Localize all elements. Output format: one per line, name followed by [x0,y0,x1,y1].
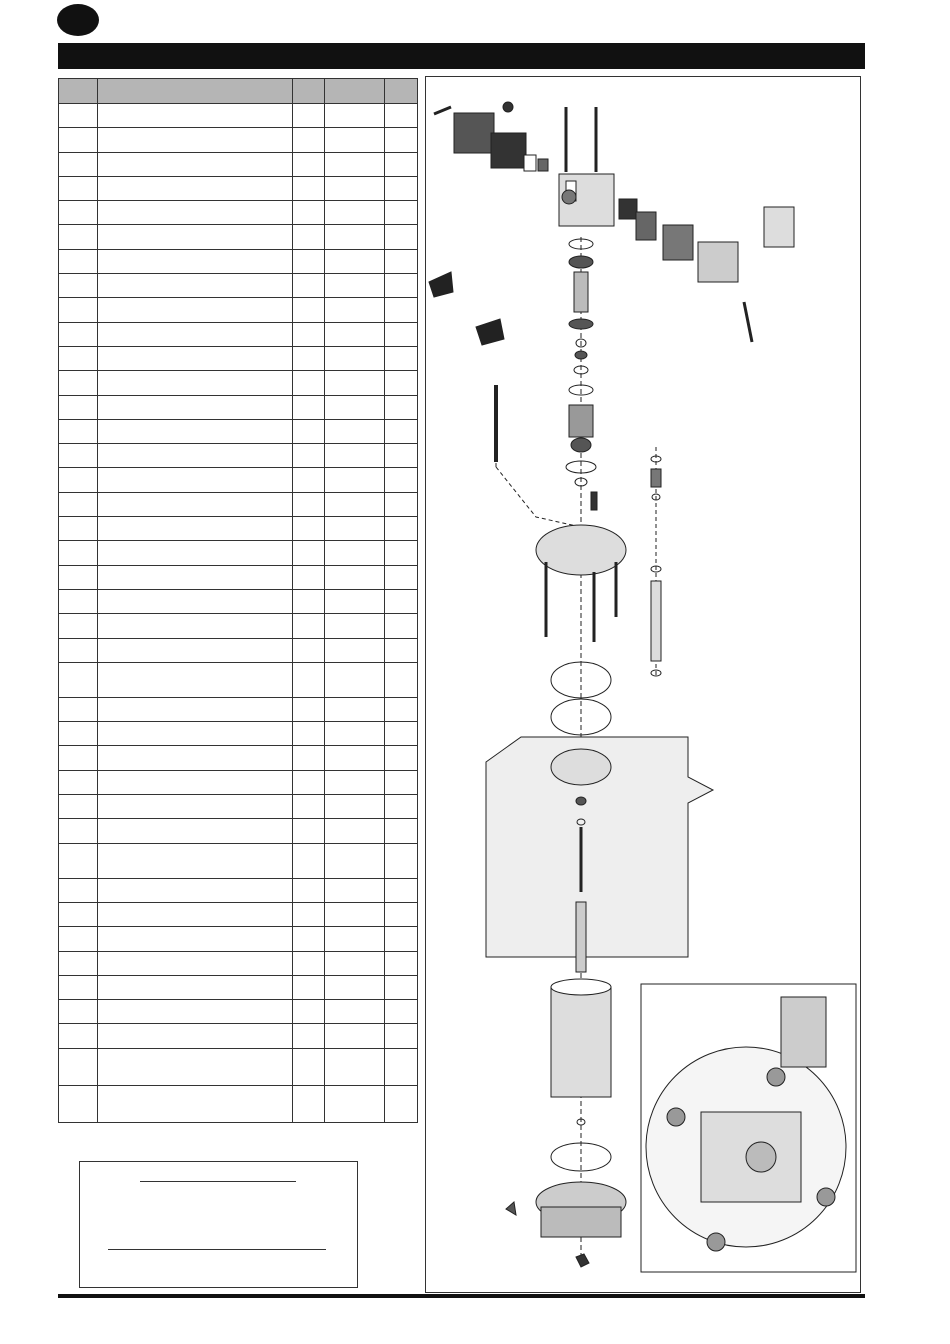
table-cell [293,128,325,152]
table-cell [98,1085,293,1122]
table-row [59,722,418,746]
table-cell [385,346,418,370]
table-cell [98,819,293,843]
table-cell [98,176,293,200]
table-row [59,697,418,721]
table-row [59,1085,418,1122]
table-row [59,176,418,200]
table-cell [325,902,385,926]
table-cell [325,843,385,878]
table-cell [59,468,98,492]
table-row [59,1048,418,1085]
table-cell [59,249,98,273]
table-cell [385,152,418,176]
table-cell [325,614,385,638]
table-cell [325,770,385,794]
table-cell [385,1085,418,1122]
table-cell [325,225,385,249]
table-cell [98,346,293,370]
table-cell [293,225,325,249]
table-cell [325,819,385,843]
table-cell [385,395,418,419]
table-cell [325,541,385,565]
title-bar [58,43,865,69]
table-cell [98,298,293,322]
table-cell [293,746,325,770]
table-row [59,322,418,346]
table-row [59,395,418,419]
table-cell [98,541,293,565]
table-row [59,492,418,516]
table-cell [59,322,98,346]
table-cell [293,1024,325,1048]
table-row [59,128,418,152]
table-cell [385,746,418,770]
table-cell [325,878,385,902]
table-cell [325,274,385,298]
table-cell [385,722,418,746]
table-cell [98,322,293,346]
table-cell [325,589,385,613]
table-cell [293,104,325,128]
table-cell [325,104,385,128]
table-cell [98,565,293,589]
table-cell [98,201,293,225]
table-cell [293,843,325,878]
table-row [59,468,418,492]
table-cell [98,152,293,176]
table-cell [293,795,325,819]
table-cell [59,371,98,395]
table-cell [98,722,293,746]
table-cell [98,614,293,638]
table-cell [98,274,293,298]
table-cell [293,697,325,721]
table-cell [293,1048,325,1085]
table-row [59,565,418,589]
table-cell [325,975,385,999]
table-cell [59,541,98,565]
table-cell [325,1085,385,1122]
table-cell [59,444,98,468]
table-cell [325,468,385,492]
table-cell [98,371,293,395]
table-cell [385,1000,418,1024]
table-cell [98,638,293,662]
table-row [59,371,418,395]
table-cell [98,878,293,902]
table-row [59,902,418,926]
table-cell [325,795,385,819]
table-cell [385,104,418,128]
table-cell [325,322,385,346]
table-cell [98,419,293,443]
footer-bar [58,1294,865,1298]
table-cell [293,274,325,298]
table-cell [59,746,98,770]
table-cell [325,927,385,951]
table-cell [98,843,293,878]
table-cell [98,128,293,152]
table-cell [98,468,293,492]
table-cell [385,128,418,152]
table-cell [98,492,293,516]
table-cell [293,517,325,541]
table-cell [293,176,325,200]
table-cell [293,371,325,395]
column-header [293,79,325,104]
table-cell [325,517,385,541]
table-cell [385,819,418,843]
column-header [98,79,293,104]
table-cell [385,419,418,443]
table-row [59,614,418,638]
table-row [59,662,418,697]
table-cell [325,346,385,370]
table-cell [325,152,385,176]
table-cell [293,902,325,926]
table-row [59,1000,418,1024]
table-cell [325,1000,385,1024]
table-cell [293,565,325,589]
table-cell [293,468,325,492]
table-cell [59,795,98,819]
table-cell [385,298,418,322]
table-cell [98,589,293,613]
table-cell [59,662,98,697]
table-row [59,638,418,662]
table-cell [325,371,385,395]
table-cell [385,371,418,395]
table-cell [59,298,98,322]
table-cell [293,927,325,951]
table-cell [385,589,418,613]
table-cell [385,201,418,225]
table-cell [325,444,385,468]
table-cell [98,927,293,951]
table-cell [385,444,418,468]
table-cell [325,249,385,273]
table-cell [325,1024,385,1048]
table-row [59,927,418,951]
table-cell [385,176,418,200]
table-cell [325,662,385,697]
table-cell [325,722,385,746]
table-cell [98,1048,293,1085]
table-cell [293,1000,325,1024]
table-row [59,951,418,975]
table-cell [59,104,98,128]
table-row [59,770,418,794]
table-cell [59,517,98,541]
table-cell [385,951,418,975]
exploded-view-drawing [425,76,861,1293]
note-underline [140,1181,296,1182]
table-cell [59,201,98,225]
table-cell [325,565,385,589]
table-row [59,225,418,249]
table-cell [325,1048,385,1085]
table-row [59,1024,418,1048]
table-cell [385,878,418,902]
note-underline [108,1249,326,1250]
table-cell [59,902,98,926]
table-cell [59,638,98,662]
table-cell [325,176,385,200]
table-cell [293,722,325,746]
table-cell [59,419,98,443]
table-cell [385,468,418,492]
table-cell [98,1000,293,1024]
table-cell [59,843,98,878]
column-header [325,79,385,104]
table-cell [59,614,98,638]
table-row [59,746,418,770]
table-cell [98,104,293,128]
table-cell [98,746,293,770]
table-cell [325,298,385,322]
table-cell [385,662,418,697]
table-cell [293,878,325,902]
table-cell [325,951,385,975]
table-cell [293,298,325,322]
table-cell [325,746,385,770]
table-row [59,878,418,902]
table-cell [325,395,385,419]
note-box [79,1161,358,1288]
language-badge-icon [57,4,99,36]
table-cell [325,697,385,721]
table-cell [385,1048,418,1085]
table-cell [385,541,418,565]
table-cell [385,975,418,999]
table-row [59,419,418,443]
table-cell [385,322,418,346]
table-row [59,298,418,322]
table-cell [293,152,325,176]
table-cell [59,176,98,200]
table-cell [59,346,98,370]
table-cell [293,249,325,273]
table-cell [325,492,385,516]
table-row [59,249,418,273]
table-row [59,104,418,128]
table-cell [293,444,325,468]
table-cell [293,975,325,999]
table-cell [98,770,293,794]
table-cell [293,638,325,662]
table-row [59,541,418,565]
table-cell [293,541,325,565]
table-cell [385,225,418,249]
table-cell [293,819,325,843]
table-cell [59,274,98,298]
table-cell [98,662,293,697]
table-row [59,975,418,999]
table-row [59,517,418,541]
table-cell [385,249,418,273]
table-row [59,589,418,613]
table-cell [59,1085,98,1122]
table-header-row [59,79,418,104]
table-cell [385,492,418,516]
table-cell [98,1024,293,1048]
table-cell [385,565,418,589]
table-cell [59,395,98,419]
table-cell [59,951,98,975]
table-cell [98,902,293,926]
table-cell [385,697,418,721]
table-cell [59,975,98,999]
table-cell [385,770,418,794]
exploded-view-svg [426,77,860,1292]
table-cell [385,517,418,541]
table-cell [59,1024,98,1048]
table-cell [59,152,98,176]
table-cell [59,819,98,843]
table-cell [325,201,385,225]
table-cell [59,770,98,794]
table-cell [98,444,293,468]
table-cell [293,492,325,516]
table-cell [293,322,325,346]
table-cell [385,927,418,951]
table-cell [293,662,325,697]
table-cell [293,951,325,975]
table-row [59,795,418,819]
table-cell [325,128,385,152]
table-cell [59,128,98,152]
table-cell [385,1024,418,1048]
table-cell [98,795,293,819]
column-header [385,79,418,104]
table-cell [59,225,98,249]
table-cell [98,225,293,249]
table-cell [98,697,293,721]
table-cell [59,1000,98,1024]
table-cell [385,843,418,878]
table-cell [98,517,293,541]
table-cell [293,346,325,370]
parts-list-table [58,78,418,1123]
table-cell [325,419,385,443]
column-header [59,79,98,104]
table-row [59,152,418,176]
table-cell [385,274,418,298]
table-cell [59,565,98,589]
table-row [59,274,418,298]
table-row [59,346,418,370]
table-row [59,843,418,878]
table-cell [293,770,325,794]
table-cell [293,589,325,613]
table-cell [293,614,325,638]
table-cell [385,638,418,662]
table-cell [59,878,98,902]
table-cell [293,201,325,225]
table-cell [59,589,98,613]
table-cell [98,951,293,975]
table-cell [59,1048,98,1085]
table-cell [98,395,293,419]
table-row [59,201,418,225]
table-cell [385,614,418,638]
table-cell [59,722,98,746]
table-cell [59,697,98,721]
table-cell [59,927,98,951]
table-cell [385,795,418,819]
table-cell [325,638,385,662]
table-cell [293,395,325,419]
table-row [59,444,418,468]
table-cell [385,902,418,926]
table-cell [98,975,293,999]
table-cell [59,492,98,516]
table-cell [293,1085,325,1122]
table-cell [98,249,293,273]
table-cell [293,419,325,443]
table-row [59,819,418,843]
